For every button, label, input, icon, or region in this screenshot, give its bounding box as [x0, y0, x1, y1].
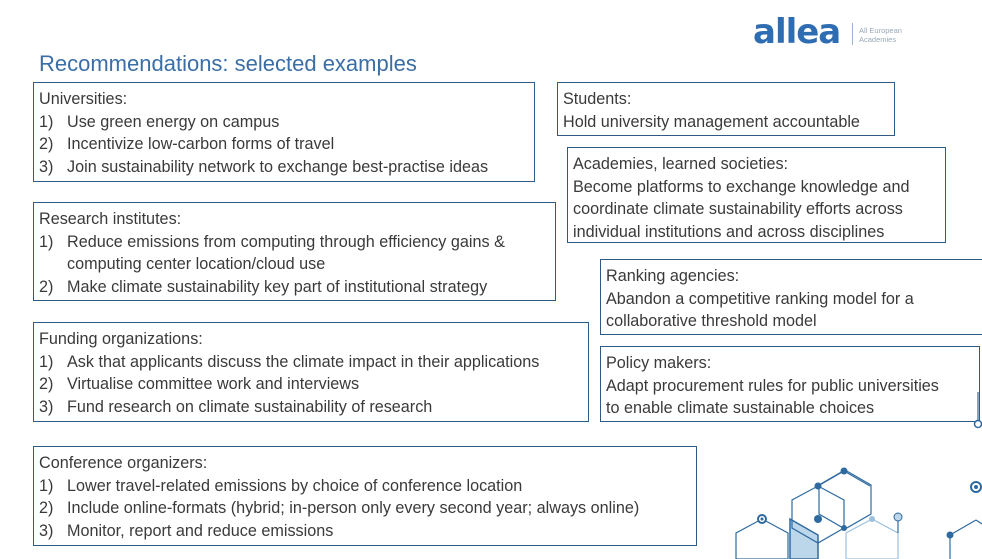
- box-text-line: to enable climate sustainable choices: [606, 399, 875, 418]
- box-students: [557, 82, 895, 136]
- item-number: 2): [39, 135, 54, 154]
- node-dot: [815, 483, 822, 490]
- item-number: 3): [39, 397, 54, 416]
- node-dot: [947, 532, 954, 539]
- item-number: 3): [39, 157, 54, 176]
- box-text-line: collaborative threshold model: [606, 312, 817, 331]
- item-text-line-2: computing center location/cloud use: [67, 255, 326, 274]
- box-research-institutes: [33, 202, 556, 301]
- node-dot: [841, 468, 848, 475]
- box-heading: Students:: [563, 90, 632, 108]
- box-funding-organizations: [33, 322, 589, 422]
- logo-subtitle-line-2: Academies: [859, 35, 897, 44]
- box-text-line: Hold university management accountable: [563, 112, 860, 131]
- hexagon-outline: [846, 519, 898, 559]
- edge-node-decoration: [968, 388, 982, 432]
- box-text-line: Become platforms to exchange knowledge and: [573, 177, 910, 196]
- node-dot: [814, 515, 822, 523]
- box-text-line: Adapt procurement rules for public universities: [606, 376, 939, 395]
- slide-title: Recommendations: selected examples: [39, 51, 417, 76]
- list-item: [39, 373, 588, 396]
- node-dot: [841, 525, 847, 531]
- item-number: 3): [39, 521, 54, 540]
- box-heading: Universities:: [39, 90, 128, 108]
- item-number: 1): [39, 232, 54, 251]
- item-text: Use green energy on campus: [67, 112, 280, 131]
- list-item: [39, 520, 696, 543]
- list-item: [39, 276, 555, 299]
- box-universities: [33, 82, 535, 182]
- node-dot: [975, 421, 982, 428]
- node-dot: [894, 513, 902, 521]
- hexagon-outline: [736, 519, 788, 559]
- item-text: Lower travel-related emissions by choice of conference location: [67, 476, 523, 495]
- box-ranking-agencies: [600, 259, 982, 335]
- item-number: 1): [39, 352, 54, 371]
- list-item: [39, 111, 534, 134]
- item-text: Virtualise committee work and interviews: [67, 375, 360, 394]
- box-text-line: coordinate climate sustainability efforts across: [573, 200, 903, 219]
- box-text-line: individual institutions and across disciplines: [573, 222, 885, 241]
- logo-subtitle-line-1: All European: [859, 26, 902, 35]
- item-text: [67, 231, 505, 276]
- logo-subtitle: [859, 26, 902, 44]
- box-policy-makers: [600, 346, 980, 422]
- item-text: Incentivize low-carbon forms of travel: [67, 135, 335, 154]
- list-item: [39, 351, 588, 374]
- box-heading: Policy makers:: [606, 354, 712, 372]
- item-text: Fund research on climate sustainability of research: [67, 397, 433, 416]
- item-number: 2): [39, 277, 54, 296]
- box-academies-learned-societies: [567, 147, 946, 243]
- hexagon-filled: [790, 519, 818, 559]
- logo-wordmark: allea: [753, 12, 841, 52]
- list-item: [39, 231, 555, 276]
- item-text: Ask that applicants discuss the climate impact in their applications: [67, 352, 540, 371]
- box-text-line: Abandon a competitive ranking model for a: [606, 289, 914, 308]
- list-item: [39, 156, 534, 179]
- box-conference-organizers: [33, 446, 697, 546]
- logo-separator: [852, 23, 853, 45]
- item-text-line-1: Reduce emissions from computing through efficiency gains &: [67, 232, 505, 251]
- hexagon-outline: [819, 470, 871, 529]
- item-number: 2): [39, 375, 54, 394]
- node-dot: [974, 485, 978, 489]
- box-heading: Conference organizers:: [39, 454, 208, 472]
- box-heading: Ranking agencies:: [606, 267, 740, 285]
- list-item: [39, 497, 696, 520]
- node-dot: [761, 518, 764, 521]
- list-item: [39, 133, 534, 156]
- item-text: Monitor, report and reduce emissions: [67, 521, 334, 540]
- item-number: 1): [39, 476, 54, 495]
- item-text: Include online-formats (hybrid; in-person only every second year; always online): [67, 499, 640, 518]
- box-heading: Academies, learned societies:: [573, 155, 789, 173]
- list-item: [39, 396, 588, 419]
- item-text: Join sustainability network to exchange best-practise ideas: [67, 157, 489, 176]
- item-number: 1): [39, 112, 54, 131]
- item-number: 2): [39, 499, 54, 518]
- box-heading: Funding organizations:: [39, 330, 203, 348]
- hexagon-network-decoration: [720, 440, 982, 559]
- node-dot: [869, 516, 875, 522]
- box-heading: Research institutes:: [39, 210, 182, 228]
- list-item: [39, 475, 696, 498]
- item-text: Make climate sustainability key part of institutional strategy: [67, 277, 488, 296]
